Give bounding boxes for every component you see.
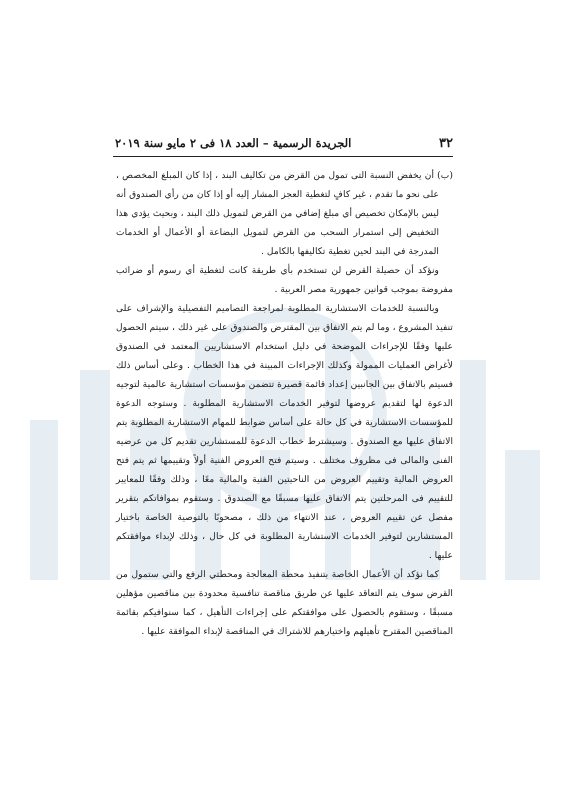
header-rule (113, 156, 453, 157)
paragraph-taxes: ونؤكد أن حصيلة القرض لن تستخدم بأي طريقة كانت لتغطية أي رسوم أو ضرائب مفروضة بموجب قوانين جمهورية مصر العربية . (116, 265, 453, 295)
document-body (116, 166, 453, 641)
page-number: ٣٢ (439, 135, 453, 151)
header-title: الجريدة الرسمية – العدد ١٨ فى ٢ مايو سنة ٢٠١٩ (115, 136, 352, 150)
paragraph-b: (ب) أن يخفض النسبة التى تمول من القرض من تكاليف البند ، إذا كان المبلغ المخصص ، على نحو ما تقدم ، غير كافٍ لتغطية العجز المشار إليه أو إذا كان من رأي الصندوق أنه ليس بالإمكان تخصيص أي مبلغ إضافي من القرض لتمويل ذلك البند ، وبحيث يؤدي هذا التخفيض إلى استمرار السحب من القرض لتمويل البضاعة أو الأعمال أو الخدمات المدرجة في البند لحين تغطية تكاليفها بالكامل . (116, 170, 453, 257)
paragraph-works: كما نؤكد أن الأعمال الخاصة بتنفيذ محطة المعالجة ومحطتي الرفع والتي ستمول من القرض سوف يتم التعاقد عليها عن طريق مناقصة تنافسية محدودة بين مناقصين مؤهلين مسبقًا ، وستقوم بالحصول على موافقتكم على إجراءات التأهيل ، كما سنوافيكم بقائمة المناقصين المقترح تأهيلهم واختيارهم للاشتراك في المناقصة لإبداء الموافقة عليها . (116, 569, 453, 637)
page-header (115, 132, 453, 154)
paragraph-consultancy: وبالنسبة للخدمات الاستشارية المطلوبة لمراجعة التصاميم التفصيلية والإشراف على تنفيذ المشروع ، وما لم يتم الاتفاق بين المقترض والصندوق على غير ذلك ، سيتم الحصول عليها وفقًا للإجراءات الموضحة في دليل استخدام الاستشاريين المعتمد في الصندوق لأغراض العمليات الممولة وكذلك الإجراءات المبينة في هذا الخطاب . وعلى أساس ذلك فسيتم بالاتفاق بين الجانبين إعداد قائمة قصيرة تتضمن مؤسسات استشارية عالمية لتوجيه الدعوة لها لتقديم عروضها لتوفير الخدمات الاستشارية المطلوبة . وستوجه الدعوة للمؤسسات الاستشارية في كل حالة على أساس ضوابط للمهام الاستشارية المطلوبة يتم الاتفاق عليها مع الصندوق . وسيشترط خطاب الدعوة للمستشارين تقديم كل من عرضيه الفنى والمالى فى مظروف مختلف . وسيتم فتح العروض الفنية أولاً وتقييمها ثم يتم فتح العروض المالية وتقييم العروض من الناحيتين الفنية والمالية معًا ، وذلك وفقًا للمعايير للتقييم فى المرحلتين يتم الاتفاق عليها مسبقًا مع الصندوق . وستقوم بموافاتكم بتقرير مفصل عن تقييم العروض ، عند الانتهاء من ذلك ، مصحوبًا بالتوصية الخاصة باختيار المستشارين لتوفير الخدمات الاستشارية المطلوبة في كل حال ، وذلك لإبداء موافقتكم عليها . (116, 303, 453, 561)
